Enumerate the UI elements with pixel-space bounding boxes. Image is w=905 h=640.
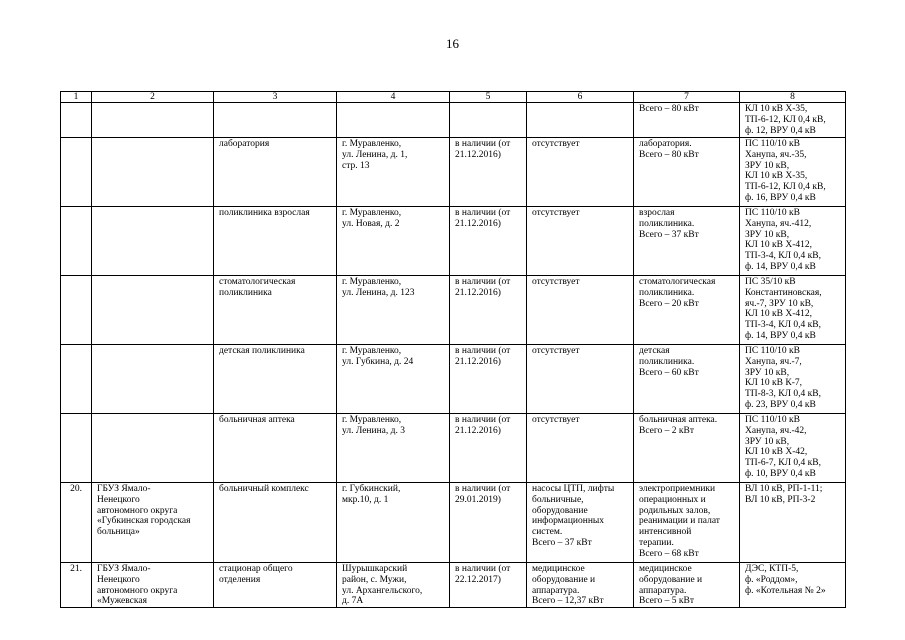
cell-organization [92,137,214,206]
cell-object-name: лаборатория [214,137,337,206]
cell-organization: ГБУЗ Ямало- Ненецкого автономного округа «Мужевская [92,562,214,608]
cell-load: лаборатория. Всего – 80 кВт [634,137,740,206]
cell-equipment: отсутствует [527,206,634,275]
cell-status: в наличии (от 21.12.2016) [450,275,527,344]
cell-organization [92,206,214,275]
cell-equipment: отсутствует [527,413,634,482]
cell-address: г. Муравленко, ул. Ленина, д. 1, стр. 13 [337,137,450,206]
cell-supply-source: ПС 110/10 кВ Ханупа, яч.-42, ЗРУ 10 кВ, КЛ 10 кВ Х-42, ТП-6-7, КЛ 0,4 кВ, ф. 10, ВРУ 0,4 кВ [740,413,846,482]
cell-status: в наличии (от 29.01.2019) [450,482,527,562]
cell-load: детская поликлиника. Всего – 60 кВт [634,344,740,413]
cell-equipment: отсутствует [527,344,634,413]
cell-status: в наличии (от 22.12.2017) [450,562,527,608]
table-row [61,413,846,482]
cell-equipment: медицинское оборудование и аппаратура. Всего – 12,37 кВт [527,562,634,608]
table-row [61,275,846,344]
cell-status: в наличии (от 21.12.2016) [450,206,527,275]
cell-object-name: стационар общего отделения [214,562,337,608]
cell-load: Всего – 80 кВт [634,103,740,138]
cell-equipment: отсутствует [527,275,634,344]
cell-equipment: отсутствует [527,137,634,206]
table-row [61,206,846,275]
cell-address [337,103,450,138]
cell-address: г. Муравленко, ул. Губкина, д. 24 [337,344,450,413]
cell-object-name: стоматологическая поликлиника [214,275,337,344]
cell-equipment [527,103,634,138]
cell-row-number [61,206,92,275]
cell-organization [92,413,214,482]
column-header: 3 [214,92,337,103]
page-number: 16 [446,36,459,51]
cell-equipment: насосы ЦТП, лифты больничные, оборудование информационных систем. Всего – 37 кВт [527,482,634,562]
cell-row-number [61,275,92,344]
cell-row-number [61,103,92,138]
cell-row-number: 20. [61,482,92,562]
cell-organization: ГБУЗ Ямало- Ненецкого автономного округа «Губкинская городская больница» [92,482,214,562]
cell-load: медицинское оборудование и аппаратура. Всего – 5 кВт [634,562,740,608]
cell-row-number [61,137,92,206]
cell-load: стоматологическая поликлиника. Всего – 20 кВт [634,275,740,344]
cell-address: г. Муравленко, ул. Новая, д. 2 [337,206,450,275]
cell-organization [92,103,214,138]
column-header: 8 [740,92,846,103]
cell-object-name: детская поликлиника [214,344,337,413]
cell-organization [92,344,214,413]
cell-supply-source: ПС 35/10 кВ Константиновская, яч.-7, ЗРУ 10 кВ, КЛ 10 кВ Х-412, ТП-3-4, КЛ 0,4 кВ, ф. 14, ВРУ 0,4 кВ [740,275,846,344]
cell-supply-source: ДЭС, КТП-5, ф. «Роддом», ф. «Котельная № 2» [740,562,846,608]
column-header: 2 [92,92,214,103]
cell-load: электроприемники операционных и родильных залов, реанимации и палат интенсивной терапии. Всего – 68 кВт [634,482,740,562]
cell-object-name [214,103,337,138]
column-header: 1 [61,92,92,103]
cell-status: в наличии (от 21.12.2016) [450,344,527,413]
cell-row-number [61,344,92,413]
cell-load: взрослая поликлиника. Всего – 37 кВт [634,206,740,275]
column-header: 6 [527,92,634,103]
cell-object-name: больничный комплекс [214,482,337,562]
cell-supply-source: ПС 110/10 кВ Ханупа, яч.-412, ЗРУ 10 кВ, КЛ 10 кВ Х-412, ТП-3-4, КЛ 0,4 кВ, ф. 14, ВРУ 0,4 кВ [740,206,846,275]
cell-object-name: поликлиника взрослая [214,206,337,275]
table-row [61,103,846,138]
data-table [60,91,846,608]
cell-address: г. Губкинский, мкр.10, д. 1 [337,482,450,562]
table-row [61,344,846,413]
cell-status [450,103,527,138]
cell-supply-source: ПС 110/10 кВ Ханупа, яч.-7, ЗРУ 10 кВ, КЛ 10 кВ К-7, ТП-8-3, КЛ 0,4 кВ, ф. 23, ВРУ 0,4 кВ [740,344,846,413]
header-row [61,92,846,103]
table-row [61,137,846,206]
cell-row-number: 21. [61,562,92,608]
cell-supply-source: КЛ 10 кВ Х-35, ТП-6-12, КЛ 0,4 кВ, ф. 12, ВРУ 0,4 кВ [740,103,846,138]
cell-supply-source: ВЛ 10 кВ, РП-1-11; ВЛ 10 кВ, РП-3-2 [740,482,846,562]
cell-object-name: больничная аптека [214,413,337,482]
cell-address: Шурышкарский район, с. Мужи, ул. Архангельского, д. 7А [337,562,450,608]
column-header: 7 [634,92,740,103]
cell-status: в наличии (от 21.12.2016) [450,413,527,482]
table-row [61,562,846,608]
cell-status: в наличии (от 21.12.2016) [450,137,527,206]
cell-supply-source: ПС 110/10 кВ Ханупа, яч.-35, ЗРУ 10 кВ, КЛ 10 кВ Х-35, ТП-6-12, КЛ 0,4 кВ, ф. 16, ВРУ 0,4 кВ [740,137,846,206]
cell-address: г. Муравленко, ул. Ленина, д. 123 [337,275,450,344]
column-header: 4 [337,92,450,103]
cell-load: больничная аптека. Всего – 2 кВт [634,413,740,482]
cell-row-number [61,413,92,482]
cell-organization [92,275,214,344]
cell-address: г. Муравленко, ул. Ленина, д. 3 [337,413,450,482]
table-row [61,482,846,562]
column-header: 5 [450,92,527,103]
